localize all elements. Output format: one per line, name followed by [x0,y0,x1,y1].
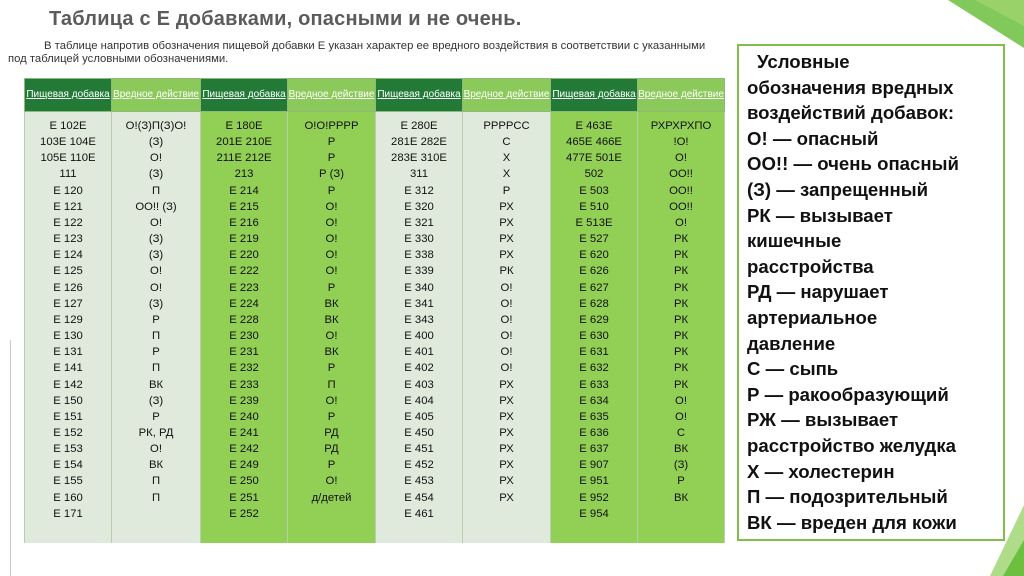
effect-code: РК [673,265,689,278]
header-additive-2: Пищевая добавка [201,79,288,112]
additive-code: Е 343 [404,313,434,326]
column-additives-2 [201,112,288,544]
effect-code: О! [150,265,162,278]
additive-code: Е 152 [53,426,83,439]
additive-code: Е 633 [579,378,609,391]
effect-code: Р [327,136,336,149]
intro-paragraph [8,40,708,66]
additive-code: Е 150 [53,394,83,407]
effect-code: (З) [148,233,164,246]
legend-line: С — сыпь [747,358,839,380]
effect-code: О! [500,362,513,375]
effect-code: РД [324,426,339,439]
effect-code: ВК [148,378,164,391]
effect-code: РХ [499,475,514,488]
additive-code: Е 160 [53,491,83,504]
effect-code: РК [673,233,689,246]
additive-code: Е 907 [579,459,609,472]
column-effects-3 [463,112,551,544]
effect-code: (З) [148,394,164,407]
additive-code: Е 527 [579,233,609,246]
additive-code: Е 330 [404,233,434,246]
effect-code: О! [500,297,513,310]
legend-line: РК — вызывает [747,204,893,226]
additive-code: Е 251 [229,491,259,504]
effect-code: О!О!РРРР [304,120,359,132]
effect-code: С [676,426,686,439]
additive-code: 283Е 310Е [391,152,447,165]
effect-code: П [151,362,161,375]
additive-code: 213 [234,168,254,181]
intro-text: В таблице напротив обозначения пищевой добавки Е указан характер ее вредного воздействия в соответствии с указанными под таблицей условными обозначениями. [8,40,706,65]
additive-code: Е 629 [579,313,609,326]
effect-code: ВК [148,459,164,472]
additive-code: 281Е 282Е [391,136,447,149]
effect-code: Р [327,184,336,197]
legend-line: (З) — запрещенный [747,178,929,200]
legend-line: обозначения вредных [747,76,954,98]
effect-code: О! [325,200,338,213]
additive-code: Е 627 [579,281,609,294]
effect-code: ВК [324,313,339,326]
additive-code: Е 632 [579,362,609,375]
additive-code: Е 220 [229,249,259,262]
effect-code: РК [673,249,689,262]
additive-code: Е 636 [579,426,609,439]
effect-code: О! [150,281,162,294]
effect-code: О! [675,410,687,423]
legend-line: ВК — вреден для кожи [747,511,957,533]
effect-code: С [502,136,511,149]
page-title: Таблица с Е добавками, опасными и не очень. [49,8,522,30]
effect-code: О! [675,152,687,165]
additive-code: Е 513Е [575,216,613,229]
additive-code: Е 219 [229,233,259,246]
additive-code: Е 123 [53,233,83,246]
additive-code: Е 224 [229,297,259,310]
effect-code: О! [325,216,338,229]
effect-code: РК [673,346,689,359]
effect-code: (З) [673,459,689,472]
additive-code: Е 954 [579,507,609,520]
effect-code: РК [499,265,514,278]
additive-code: Е 630 [579,330,609,343]
legend-line: воздействий добавок: [747,102,955,124]
additive-code: Е 228 [229,313,259,326]
additive-code: Е 124 [53,249,83,262]
additive-code: Е 127 [53,297,83,310]
additive-code: Е 341 [404,297,434,310]
effect-code: О!(З)П(З)О! [125,120,187,132]
legend-line: ОО!! — очень опасный [747,153,959,175]
effect-code: О! [325,265,338,278]
legend-line: Х — холестерин [747,460,895,482]
effect-code: ВК [324,297,339,310]
additive-code: Е 240 [229,410,259,423]
effect-code: РХ [499,233,514,246]
additive-code: Е 126 [53,281,83,294]
additive-code: Е 222 [229,265,259,278]
additive-code: 201Е 210Е [216,136,272,149]
effect-code: РХ [499,443,514,456]
effect-code: О! [500,281,513,294]
effect-code: Р [327,362,336,375]
effect-code: О! [325,394,338,407]
legend-line: артериальное [747,306,878,328]
additive-code: Е 338 [404,249,434,262]
effect-code: РХ [499,459,514,472]
effect-code: РК, РД [138,426,174,439]
effect-code: Р [327,459,336,472]
additive-code: Е 216 [229,216,259,229]
effect-code: Р [327,281,336,294]
additive-code: Е 231 [229,346,259,359]
effect-code: О! [500,313,513,326]
additive-code: Е 628 [579,297,609,310]
legend-line: П — подозрительный [747,486,948,508]
additive-code: Е 401 [404,346,434,359]
effect-code: О! [325,475,338,488]
additive-code: Е 454 [404,491,434,504]
additive-code: Е 637 [579,443,609,456]
effect-code: ОО!! (З) [135,200,177,213]
effect-code: Р [152,313,160,326]
additive-code: 111 [59,168,77,181]
additive-code: Е 153 [53,443,83,456]
effect-code: П [151,184,161,197]
additive-code: Е 120 [53,184,83,197]
effect-code: РХ [499,394,514,407]
effect-code: Р [677,475,685,488]
additive-code: Е 252 [229,507,259,520]
additive-code: Е 400 [404,330,434,343]
additive-code: Е 320 [404,200,434,213]
additive-code: Е 155 [53,475,83,488]
additive-code: Е 125 [53,265,83,278]
effect-code: РК [673,281,689,294]
additive-code: Е 215 [229,200,259,213]
effect-code: П [151,475,161,488]
additive-code: Е 312 [404,184,434,197]
legend-line: давление [747,332,836,354]
additive-code: Е 122 [53,216,83,229]
header-effect-2: Вредное действие [288,79,376,112]
column-additives-4 [551,112,638,544]
legend-line: О! — опасный [747,127,879,149]
legend-line: РД — нарушает [747,281,889,303]
effect-code: РД [324,443,339,456]
effect-code: О! [500,346,513,359]
effect-code: Х [502,168,511,181]
additive-code: Е 250 [229,475,259,488]
additive-code: 465Е 466Е [566,136,622,149]
additive-code: Е 154 [53,459,83,472]
legend-box [737,44,1005,541]
additive-code: Е 121 [53,200,83,213]
additive-code: Е 405 [404,410,434,423]
effect-code: РХ [499,216,514,229]
additive-code: Е 230 [229,330,259,343]
additive-code: Е 223 [229,281,259,294]
header-effect-1: Вредное действие [112,79,201,112]
additive-code: Е 102Е [49,120,87,132]
column-effects-4 [638,112,725,544]
effect-code: РРРРСС [483,120,530,132]
additive-code: Е 171 [53,507,83,520]
effect-code: Р [327,410,336,423]
additives-table [24,78,725,543]
additive-code: Е 450 [404,426,434,439]
additive-code: 311 [409,168,428,181]
header-effect-4: Вредное действие [638,79,725,112]
effect-code: ОО!! [669,200,693,213]
effect-code: О! [325,249,338,262]
additive-code: Е 241 [229,426,259,439]
effect-code: ВК [324,346,339,359]
effect-code: Р [502,184,511,197]
additive-code: Е 402 [404,362,434,375]
additive-code: Е 634 [579,394,609,407]
effect-code: О! [150,216,162,229]
additive-code: Е 129 [53,313,83,326]
additive-code: Е 232 [229,362,259,375]
additive-code: Е 452 [404,459,434,472]
effect-code: О! [150,443,162,456]
additive-code: Е 503 [579,184,609,197]
additive-code: Е 404 [404,394,434,407]
column-additives-3 [376,112,463,544]
effect-code: Р [152,410,160,423]
effect-code: ОО!! [669,168,693,181]
additive-code: Е 403 [404,378,434,391]
column-effects-2 [288,112,376,544]
additive-code: Е 463Е [575,120,613,132]
effect-code: д/детей [311,491,352,504]
effect-code: РХ [499,249,514,262]
effect-code: ОО!! [669,184,693,197]
table-header-row [25,79,725,112]
header-additive-1: Пищевая добавка [25,79,112,112]
additive-code: Е 451 [404,443,434,456]
effect-code: Р (З) [318,168,345,181]
effect-code: О! [325,233,338,246]
effect-code: (З) [148,249,164,262]
effect-code: !О! [673,136,689,149]
additive-code: Е 131 [53,346,83,359]
effect-code: Р [152,346,160,359]
effect-code: РХ [499,410,514,423]
legend-line: кишечные [747,230,842,252]
additive-code: Е 453 [404,475,434,488]
effect-code: РК [673,362,689,375]
effect-code: О! [150,152,162,165]
additive-code: Е 249 [229,459,259,472]
effect-code: П [151,330,161,343]
additive-code: Е 952 [579,491,609,504]
effect-code: Х [502,152,511,165]
effect-code: (З) [148,297,164,310]
effect-code: РХРХРХПО [650,120,712,132]
additive-code: Е 280Е [400,120,438,132]
additive-code: Е 142 [53,378,83,391]
effect-code: РХ [499,426,514,439]
additive-code: Е 620 [579,249,609,262]
additive-code: Е 130 [53,330,83,343]
additive-code: Е 510 [579,200,609,213]
additive-code: Е 339 [404,265,434,278]
additive-code: 211Е 212Е [216,152,272,165]
effect-code: РХ [499,378,514,391]
additive-code: Е 340 [404,281,434,294]
column-additives-1 [25,112,112,544]
additive-code: Е 233 [229,378,259,391]
effect-code: (З) [148,136,164,149]
table-body-row [25,112,725,544]
additive-code: Е 951 [579,475,609,488]
header-additive-4: Пищевая добавка [551,79,638,112]
effect-code: РХ [499,491,514,504]
legend-line: Р — ракообразующий [747,383,949,405]
additive-code: 105Е 110Е [40,152,96,165]
effect-code: ВК [673,491,689,504]
header-additive-3: Пищевая добавка [376,79,463,112]
effect-code: РХ [499,200,514,213]
effect-code: О! [325,330,338,343]
additive-code: Е 631 [579,346,609,359]
effect-code: О! [675,394,687,407]
effect-code: П [327,378,336,391]
additive-code: Е 242 [229,443,259,456]
additive-code: Е 214 [229,184,259,197]
additive-code: 477Е 501Е [566,152,622,165]
additive-code: Е 635 [579,410,609,423]
effect-code: РК [673,313,689,326]
additive-code: Е 151 [53,410,83,423]
legend-line: расстройства [747,255,874,277]
header-effect-3: Вредное действие [463,79,551,112]
effect-code: П [151,491,161,504]
effect-code: РК [673,330,689,343]
additive-code: Е 321 [404,216,434,229]
effect-code: (З) [148,168,164,181]
column-effects-1 [112,112,201,544]
effect-code: О! [675,216,687,229]
additive-code: Е 180Е [225,120,263,132]
effect-code: О! [500,330,513,343]
additive-code: Е 461 [404,507,434,520]
additive-code: 103Е 104Е [40,136,96,149]
effect-code: Р [327,152,336,165]
legend-line: расстройство желудка [747,434,956,456]
effect-code: РК [673,378,689,391]
additive-code: Е 626 [579,265,609,278]
legend-line: Условные [757,51,850,72]
additive-code: 502 [584,168,604,181]
effect-code: ВК [673,443,689,456]
additive-code: Е 141 [53,362,83,375]
additive-code: Е 239 [229,394,259,407]
effect-code: РК [673,297,689,310]
legend-line: РЖ — вызывает [747,409,899,431]
